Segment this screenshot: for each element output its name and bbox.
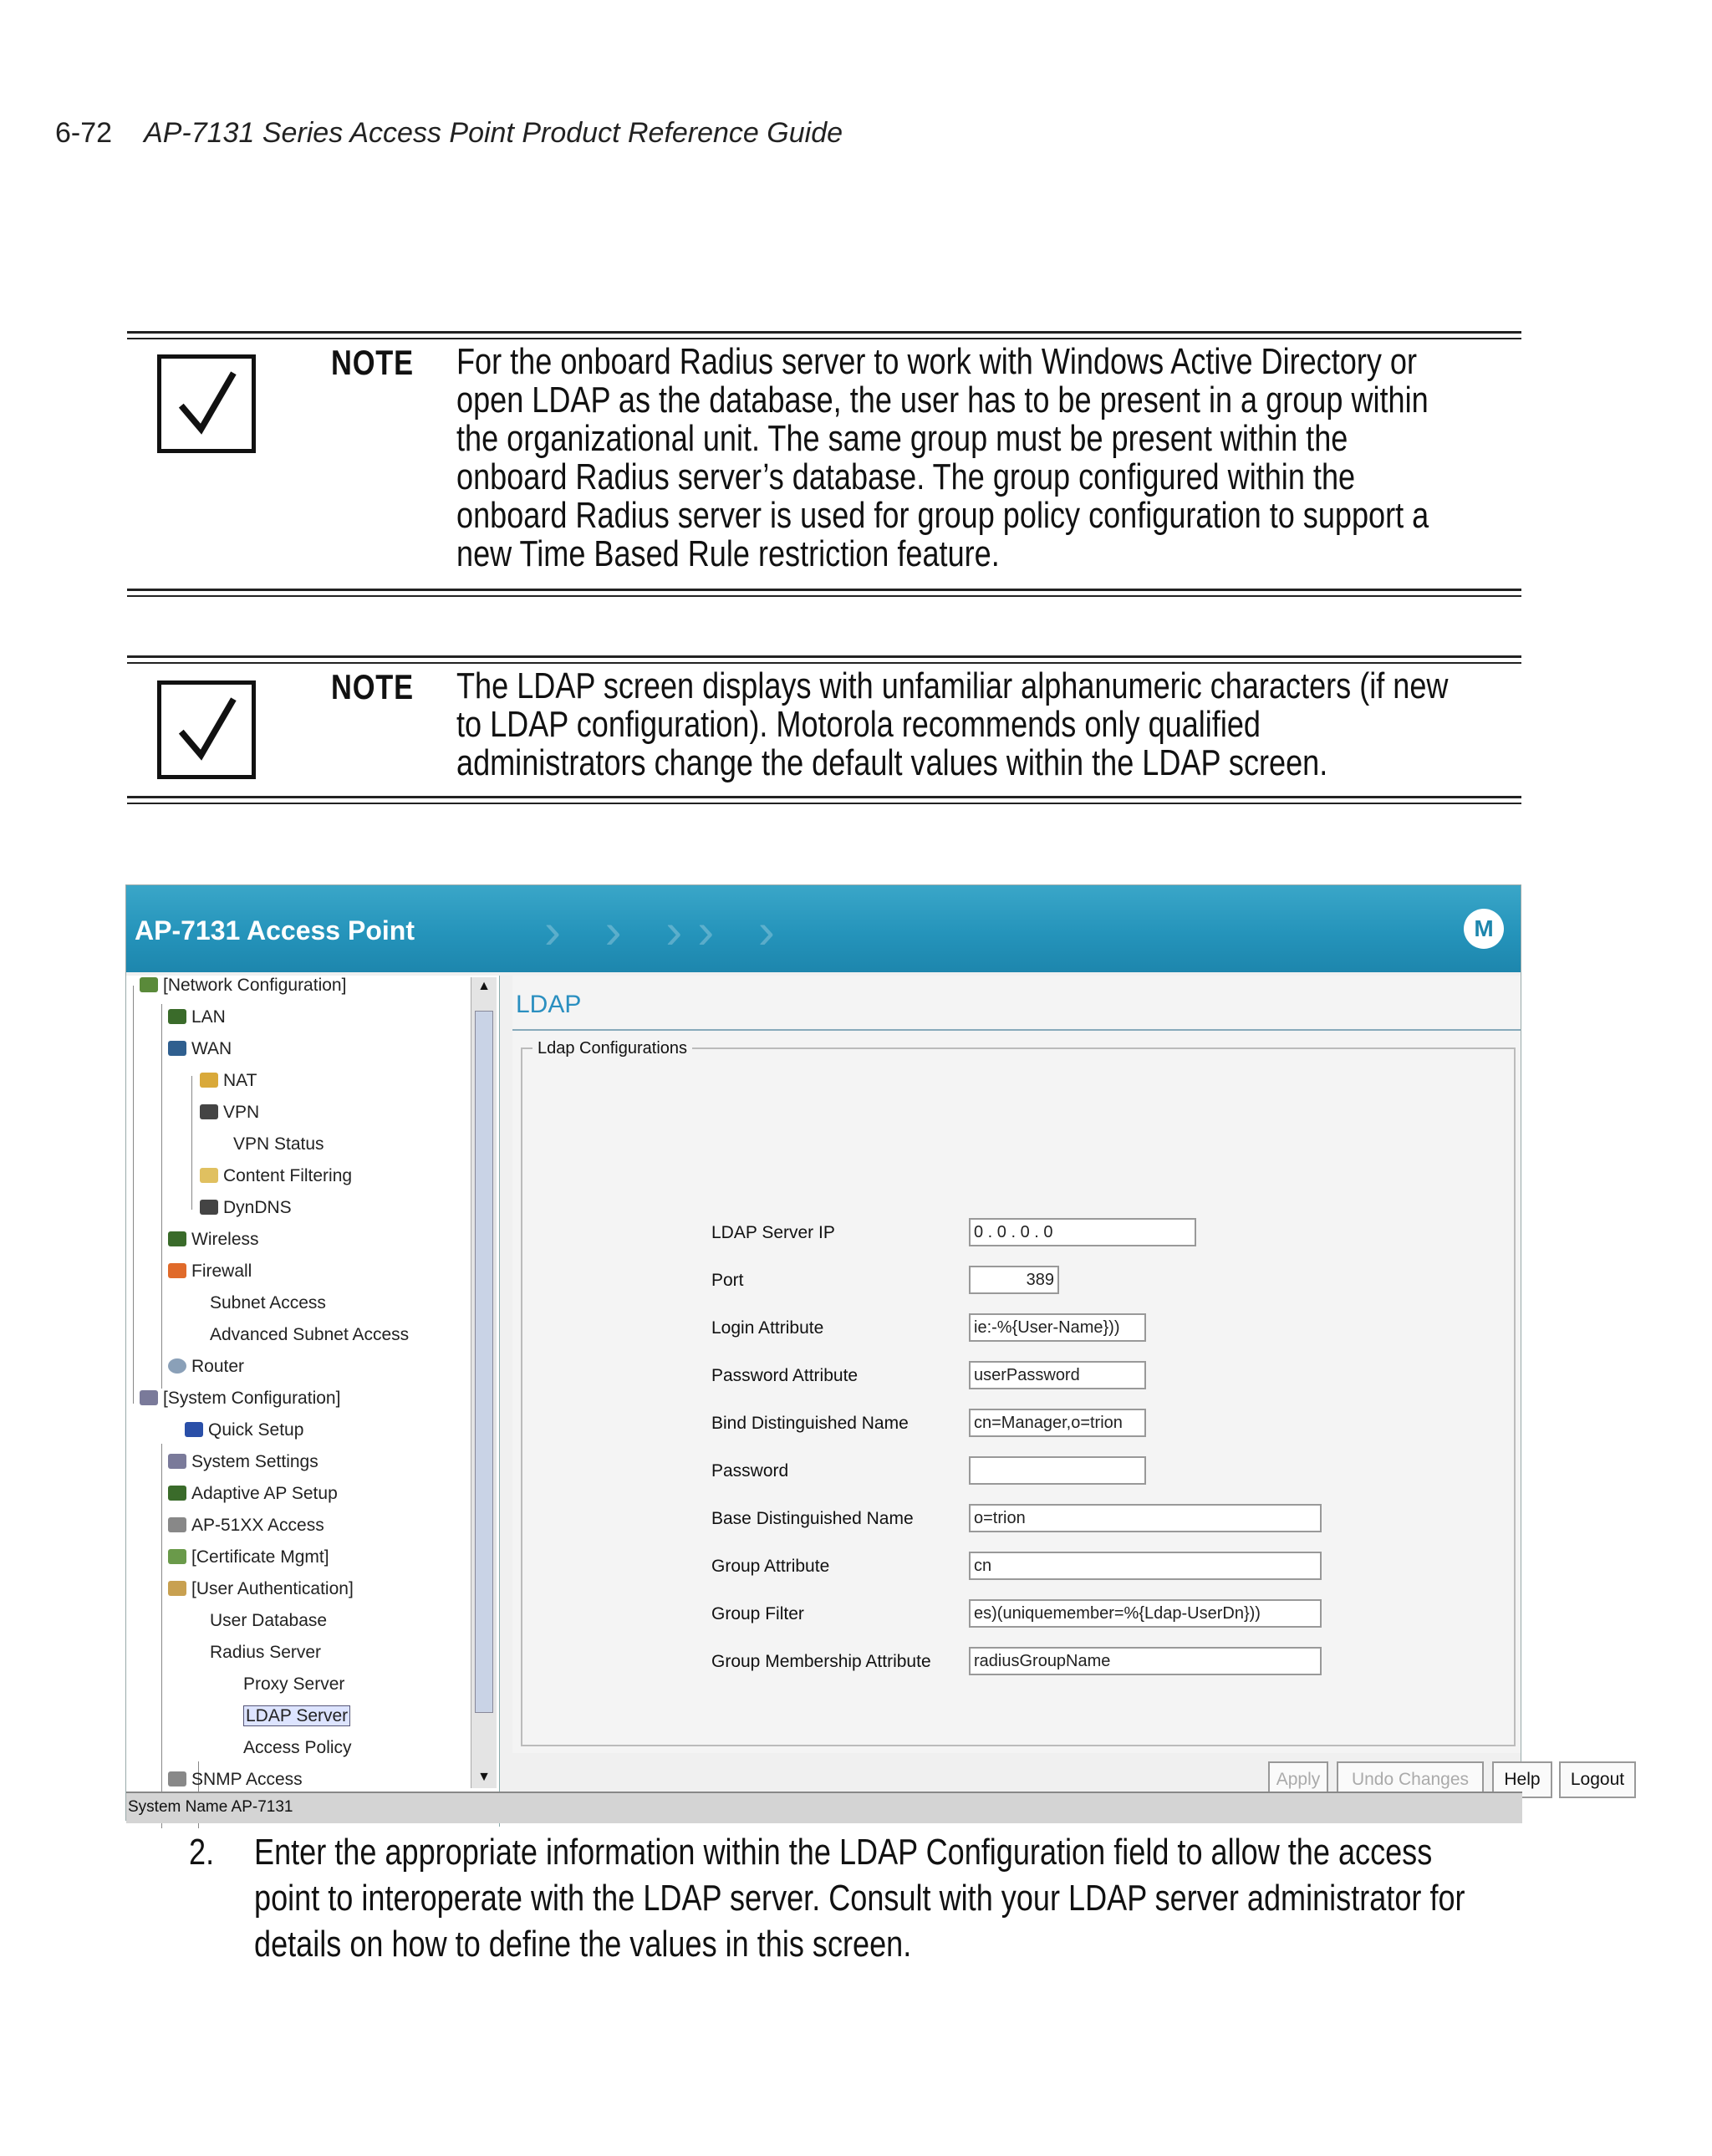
base-dn-input[interactable]: o=trion <box>969 1504 1322 1532</box>
panel-title: LDAP <box>516 991 582 1018</box>
field-label: Group Attribute <box>711 1557 830 1576</box>
checkmark-icon <box>157 354 256 453</box>
group-membership-input[interactable]: radiusGroupName <box>969 1647 1322 1675</box>
app-title: AP-7131 Access Point <box>135 915 415 945</box>
note-line: onboard Radius server’s database. The group configured within the <box>456 456 1356 497</box>
apply-button[interactable]: Apply <box>1268 1761 1328 1798</box>
tree-certificate-mgmt[interactable]: [Certificate Mgmt] <box>168 1547 329 1567</box>
page-number: 6-72 <box>55 117 113 149</box>
wan-icon <box>168 1041 186 1056</box>
note-line: the organizational unit. The same group must be present within the <box>456 418 1348 459</box>
scroll-down-icon[interactable]: ▼ <box>477 1770 491 1784</box>
group-filter-input[interactable]: es)(uniquemember=%{Ldap-UserDn})) <box>969 1599 1322 1628</box>
tree-vpn[interactable]: VPN <box>200 1103 259 1123</box>
quick-setup-icon <box>185 1422 203 1437</box>
note-line: to LDAP configuration). Motorola recommends only qualified <box>456 704 1261 745</box>
note-line: new Time Based Rule restriction feature. <box>456 533 1000 574</box>
ldap-server-ip-input[interactable]: 0 . 0 . 0 . 0 <box>969 1218 1196 1246</box>
tree-quick-setup[interactable]: Quick Setup <box>185 1420 303 1440</box>
note-line: open LDAP as the database, the user has to be present in a group within <box>456 380 1429 420</box>
scroll-thumb[interactable] <box>475 1011 493 1713</box>
field-label: Login Attribute <box>711 1318 824 1338</box>
note-line: onboard Radius server is used for group policy configuration to support a <box>456 495 1429 536</box>
nat-icon <box>200 1073 218 1088</box>
certificate-icon <box>168 1549 186 1564</box>
tree-connector <box>161 1444 162 1828</box>
tree-snmp-access[interactable]: SNMP Access <box>168 1770 303 1790</box>
step-line: Enter the appropriate information within the LDAP Configuration field to allow the access <box>254 1832 1433 1873</box>
note-label: NOTE <box>331 667 414 706</box>
user-auth-icon <box>168 1581 186 1596</box>
tree-system-settings[interactable]: System Settings <box>168 1452 318 1472</box>
tree-vpn-status[interactable]: VPN Status <box>233 1134 324 1154</box>
snmp-icon <box>168 1771 186 1786</box>
tree-ldap-server[interactable]: LDAP Server <box>243 1706 350 1726</box>
status-bar: System Name AP-7131 <box>126 1792 1522 1823</box>
note-text <box>456 343 1498 573</box>
step-line: point to interoperate with the LDAP server. Consult with your LDAP server administrator for <box>254 1878 1465 1919</box>
tree-firewall[interactable]: Firewall <box>168 1261 252 1282</box>
tree-ap-51xx-access[interactable]: AP-51XX Access <box>168 1516 324 1536</box>
tree-dyndns[interactable]: DynDNS <box>200 1198 292 1218</box>
wireless-icon <box>168 1231 186 1246</box>
note-top-rule <box>127 655 1521 664</box>
field-label: Password Attribute <box>711 1366 859 1385</box>
group-attribute-input[interactable]: cn <box>969 1552 1322 1580</box>
checkmark-icon <box>157 680 256 779</box>
note-text <box>456 667 1498 782</box>
password-input[interactable] <box>969 1456 1146 1485</box>
firewall-icon <box>168 1263 186 1278</box>
field-label: Port <box>711 1271 744 1290</box>
dyndns-icon <box>200 1200 218 1215</box>
step-line: details on how to define the values in this screen. <box>254 1924 912 1965</box>
step-number: 2. <box>189 1832 215 1873</box>
field-label: LDAP Server IP <box>711 1223 835 1242</box>
field-label: Password <box>711 1461 789 1481</box>
group-title: Ldap Configurations <box>532 1039 692 1058</box>
network-icon <box>140 977 158 992</box>
tree-proxy-server[interactable]: Proxy Server <box>243 1674 345 1694</box>
password-attribute-input[interactable]: userPassword <box>969 1361 1146 1389</box>
field-label: Group Membership Attribute <box>711 1652 931 1671</box>
field-label: Bind Distinguished Name <box>711 1414 909 1433</box>
note-bottom-rule <box>127 796 1521 804</box>
note-label: NOTE <box>331 343 414 382</box>
tree-user-database[interactable]: User Database <box>210 1611 328 1630</box>
guide-title: AP-7131 Series Access Point Product Reference Guide <box>144 117 843 149</box>
router-icon <box>168 1358 186 1374</box>
tree-radius-server[interactable]: Radius Server <box>210 1643 322 1662</box>
note-line: For the onboard Radius server to work with Windows Active Directory or <box>456 341 1417 382</box>
tree-subnet-access[interactable]: Subnet Access <box>210 1293 326 1312</box>
help-button[interactable]: Help <box>1492 1761 1552 1798</box>
page-header <box>55 117 843 150</box>
tree-system-configuration[interactable]: [System Configuration] <box>140 1389 340 1409</box>
bind-dn-input[interactable]: cn=Manager,o=trion <box>969 1409 1146 1437</box>
tree-connector <box>133 986 134 1404</box>
tree-router[interactable]: Router <box>168 1357 244 1377</box>
settings-icon <box>168 1454 186 1469</box>
logout-button[interactable]: Logout <box>1559 1761 1636 1798</box>
ldap-panel <box>512 976 1521 1753</box>
app-banner <box>126 885 1521 972</box>
note-line: administrators change the default values within the LDAP screen. <box>456 742 1328 783</box>
tree-connector <box>191 1076 192 1210</box>
tree-scrollbar[interactable] <box>471 977 497 1788</box>
filter-icon <box>200 1168 218 1183</box>
port-input[interactable]: 389 <box>969 1266 1059 1294</box>
field-label: Base Distinguished Name <box>711 1509 914 1528</box>
tree-wireless[interactable]: Wireless <box>168 1230 259 1250</box>
ldap-config-group <box>521 1047 1516 1746</box>
tree-advanced-subnet-access[interactable]: Advanced Subnet Access <box>210 1325 410 1344</box>
vpn-icon <box>200 1104 218 1119</box>
undo-changes-button[interactable]: Undo Changes <box>1337 1761 1484 1798</box>
note-box-2 <box>127 655 1521 811</box>
ldap-screenshot <box>125 884 1625 1821</box>
tree-lan[interactable]: LAN <box>168 1007 226 1027</box>
adaptive-ap-icon <box>168 1486 186 1501</box>
access-icon <box>168 1517 186 1532</box>
note-bottom-rule <box>127 589 1521 597</box>
tree-connector <box>161 1004 162 1389</box>
tree-content-filtering[interactable]: Content Filtering <box>200 1166 352 1186</box>
tree-wan[interactable]: WAN <box>168 1039 232 1059</box>
login-attribute-input[interactable]: ie:-%{User-Name})) <box>969 1313 1146 1342</box>
scroll-up-icon[interactable]: ▲ <box>477 979 491 993</box>
nav-tree <box>126 976 500 1827</box>
panel-title-rule <box>512 1029 1521 1031</box>
tree-access-policy[interactable]: Access Policy <box>243 1738 352 1757</box>
system-icon <box>140 1390 158 1405</box>
banner-decoration: › › ›› › <box>544 903 790 959</box>
tree-user-authentication[interactable]: [User Authentication] <box>168 1579 354 1599</box>
lan-icon <box>168 1009 186 1024</box>
note-line: The LDAP screen displays with unfamiliar alphanumeric characters (if new <box>456 665 1449 706</box>
tree-network-configuration[interactable]: [Network Configuration] <box>140 976 346 996</box>
note-box-1 <box>127 331 1521 604</box>
field-label: Group Filter <box>711 1604 804 1623</box>
step-text <box>254 1829 1529 1967</box>
motorola-logo-icon: M <box>1464 909 1504 949</box>
note-top-rule <box>127 331 1521 339</box>
tree-adaptive-ap-setup[interactable]: Adaptive AP Setup <box>168 1484 338 1504</box>
tree-nat[interactable]: NAT <box>200 1071 257 1091</box>
